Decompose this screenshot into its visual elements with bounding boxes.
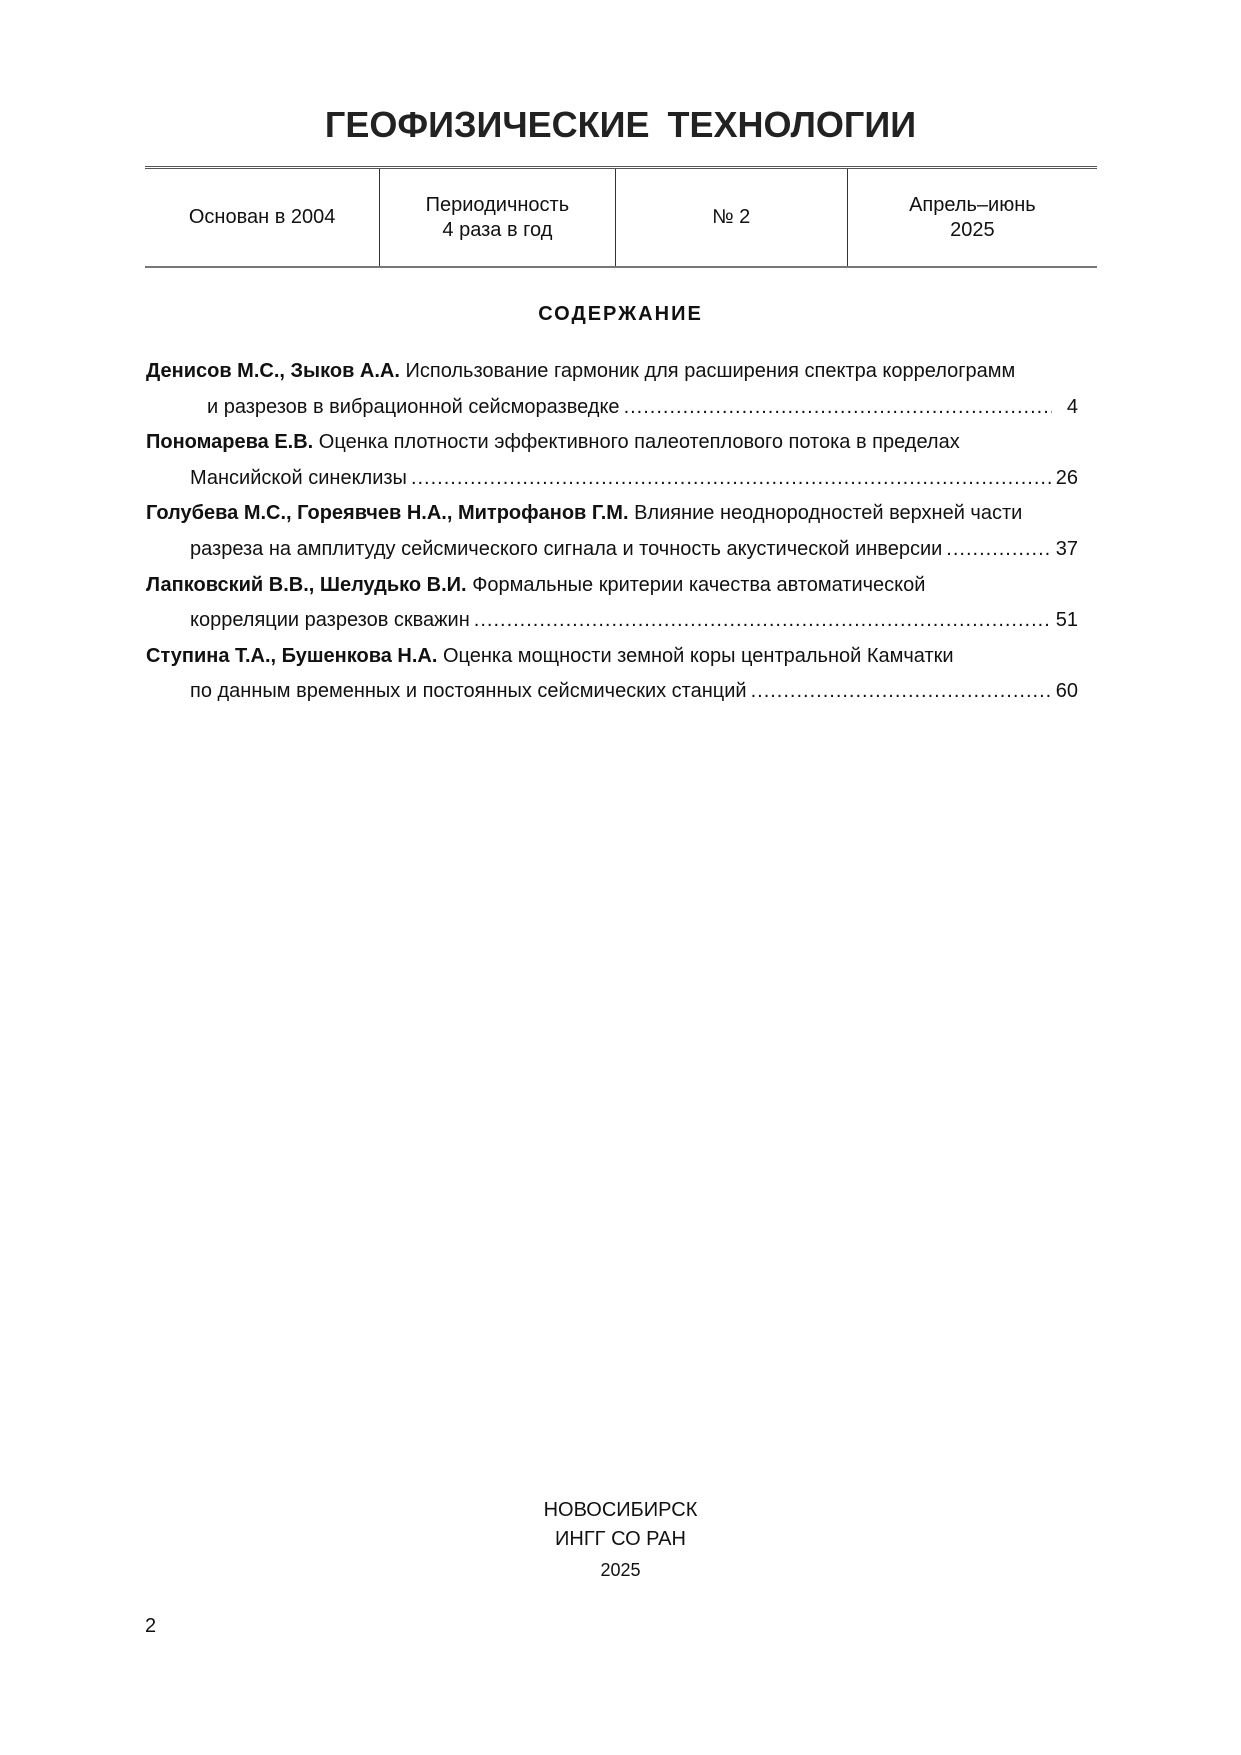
- entry-title: Оценка мощности земной коры центральной Камчатки: [442, 644, 954, 667]
- toc-entry[interactable]: [146, 425, 1078, 496]
- dot-leader: [751, 674, 1052, 710]
- page-number: 2: [145, 1615, 157, 1637]
- entry-title: Использование гармоник для расширения спектра коррелограмм: [405, 360, 1016, 382]
- entry-authors: Ступина Т.А., Бушенкова Н.А.: [146, 644, 438, 667]
- dot-leader: [946, 532, 1051, 568]
- founded: Основан в 2004: [188, 206, 336, 228]
- table-of-contents: [146, 354, 1078, 710]
- period-cell: [848, 169, 1097, 266]
- entry-authors: Лапковский В.В., Шелудько В.И.: [146, 573, 467, 596]
- journal-info-table: [145, 166, 1097, 268]
- imprint-year: 2025: [600, 1560, 641, 1580]
- issue-period: Апрель–июнь: [909, 193, 1036, 216]
- entry-title-continued: Мансийской синеклизы: [190, 466, 407, 489]
- contents-heading: СОДЕРЖАНИЕ: [538, 303, 703, 325]
- periodicity-value: 4 раза в год: [442, 218, 553, 241]
- imprint-city: НОВОСИБИРСК: [543, 1499, 698, 1521]
- entry-title-continued: корреляции разрезов скважин: [190, 609, 470, 632]
- toc-entry[interactable]: [146, 568, 1078, 639]
- entry-page: 26: [1055, 466, 1078, 489]
- founded-cell: [145, 169, 380, 266]
- toc-entry[interactable]: [146, 639, 1078, 710]
- periodicity-label: Периодичность: [425, 193, 570, 216]
- imprint-publisher: ИНГГ СО РАН: [555, 1528, 686, 1550]
- toc-entry[interactable]: [146, 496, 1078, 567]
- toc-entry[interactable]: [146, 354, 1078, 425]
- issue-cell: [616, 169, 848, 266]
- entry-page: 37: [1055, 537, 1078, 560]
- entry-title: Влияние неоднородностей верхней части: [634, 502, 1023, 525]
- entry-page: 60: [1055, 680, 1078, 703]
- entry-authors: Денисов М.С., Зыков А.А.: [146, 360, 400, 382]
- entry-page: 4: [1066, 395, 1078, 418]
- entry-title: Формальные критерии качества автоматической: [472, 573, 926, 596]
- dot-leader: [474, 603, 1052, 639]
- entry-title-continued: по данным временных и постоянных сейсмических станций: [190, 680, 747, 703]
- dot-leader: [411, 461, 1052, 497]
- periodicity-cell: [380, 169, 615, 266]
- journal-title: ГЕОФИЗИЧЕСКИЕ ТЕХНОЛОГИИ: [324, 104, 917, 145]
- entry-title-continued: разреза на амплитуду сейсмического сигнала и точность акустической инверсии: [190, 537, 943, 560]
- imprint: [0, 1496, 1241, 1585]
- entry-page: 51: [1055, 609, 1078, 632]
- entry-title: Оценка плотности эффективного палеотеплового потока в пределах: [318, 431, 960, 454]
- entry-authors: Голубева М.С., Гореявчев Н.А., Митрофанов Г.М.: [146, 502, 629, 525]
- issue-year: 2025: [950, 218, 995, 241]
- entry-title-continued: и разрезов в вибрационной сейсморазведке: [207, 395, 620, 418]
- entry-authors: Пономарева Е.В.: [146, 431, 314, 454]
- dot-leader: [624, 390, 1052, 426]
- issue-number: № 2: [712, 206, 751, 228]
